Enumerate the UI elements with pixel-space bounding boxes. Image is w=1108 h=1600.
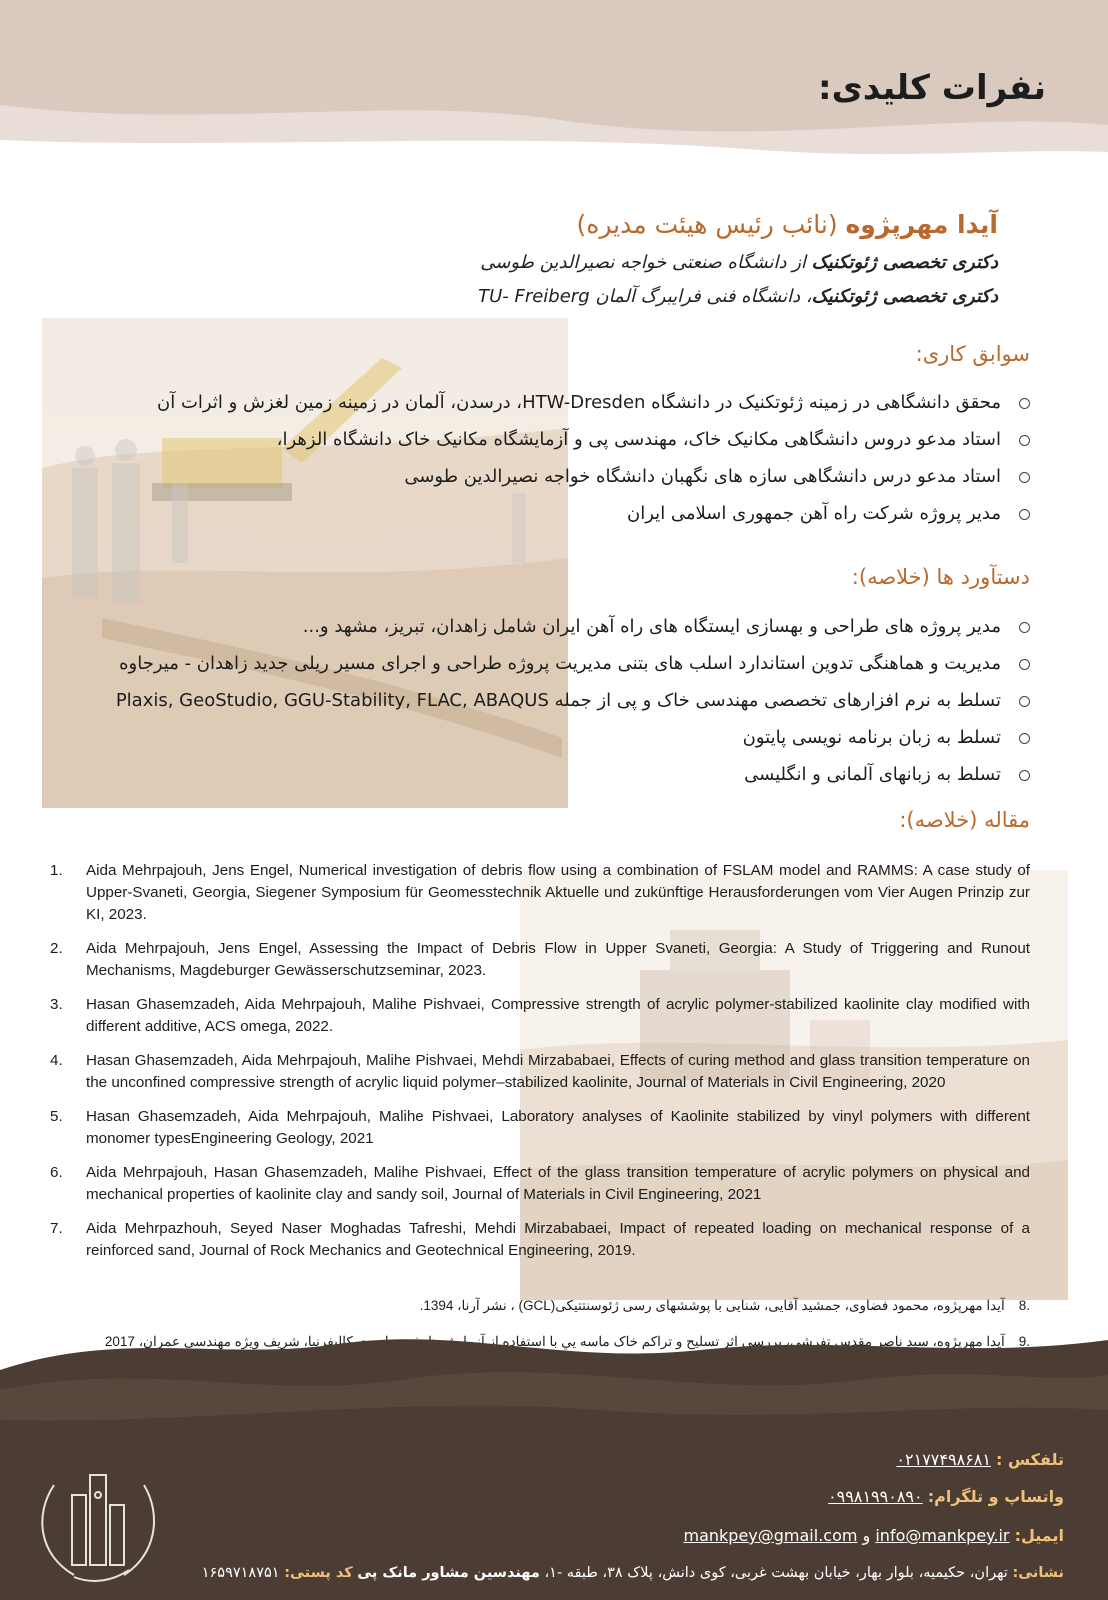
phone-number[interactable]: ۰۲۱۷۷۴۹۸۶۸۱: [896, 1450, 991, 1469]
company-name: مهندسین مشاور مانک پی: [357, 1565, 540, 1581]
paper-item: 7. Aida Mehrpazhouh, Seyed Naser Moghadas Tafreshi, Mehdi Mirzababaei, Impact of repeated loading on mechanical response of a reinforced sand, Journal of Rock Mechanics and Geotechnical Engineering, 2019.: [50, 1220, 1030, 1259]
page-title: نفرات کلیدی:: [818, 68, 1046, 108]
bullet-icon: [1019, 696, 1030, 707]
experience-title: سوابق کاری:: [915, 342, 1030, 366]
address-text: تهران، حکیمیه، بلوار بهار، خیابان بهشت غربی، کوی دانش، پلاک ۳۸، طبقه -۱،: [544, 1565, 1008, 1581]
list-item: تسلط به زبانهای آلمانی و انگلیسی: [116, 756, 1030, 793]
email-label: ایمیل:: [1014, 1526, 1064, 1545]
paper-item-fa-9: .9آیدا مهرپژوه، سید ناصر مقدس تفرشی، بررسي اثر تسلیح و تراکم خاک ماسه يي با استفاده از آزمایش ظرفیت باربري کالیفرنیا، شریف ویژه مهندسی عمران، 2017: [104, 1334, 1030, 1349]
bullet-icon: [1019, 435, 1030, 446]
experience-list: [157, 384, 1030, 532]
list-item: محقق دانشگاهی در زمینه ژئوتکنیک در دانشگاه HTW-Dresden، درسدن، آلمان در زمینه زمین لغزش و اثرات آن: [157, 384, 1030, 421]
list-item: مدیریت و هماهنگی تدوین استاندارد اسلب های بتنی مدیریت پروژه طراحی و اجرای مسیر ریلی جدید زاهدان - میرجاوه: [116, 645, 1030, 682]
papers-title: مقاله (خلاصه):: [899, 808, 1030, 832]
footer-address: [202, 1565, 1064, 1581]
achievements-title: دستآورد ها (خلاصه):: [851, 565, 1030, 589]
list-item: تسلط به نرم افزارهای تخصصی مهندسی خاک و پی از جمله Plaxis, GeoStudio, GGU-Stability, FLAC, ABAQUS: [116, 682, 1030, 719]
achievements-list: [116, 608, 1030, 793]
degree-2: [478, 286, 998, 307]
email-link-2[interactable]: mankpey@gmail.com: [683, 1526, 858, 1545]
bullet-icon: [1019, 622, 1030, 633]
messenger-number[interactable]: ۰۹۹۸۱۹۹۰۸۹۰: [828, 1487, 923, 1506]
list-item: استاد مدعو درس دانشگاهی سازه های نگهبان دانشگاه خواجه نصیرالدین طوسی: [157, 458, 1030, 495]
messenger-label: واتساپ و تلگرام:: [927, 1487, 1064, 1506]
papers-list: [50, 860, 1030, 1274]
person-role: (نائب رئیس هیئت مدیره): [576, 210, 838, 239]
degree-1: [480, 252, 998, 273]
degree-1-title: دکتری تخصصی ژئوتکنیک: [811, 252, 998, 273]
paper-item: 1. Aida Mehrpajouh, Jens Engel, Numerical investigation of debris flow using a combination of FSLAM model and RAMMS: A case study of Upper-Svaneti, Georgia, Siegener Symposium für Geomesstechnik Aktuelle und zukünftige Herausforderungen vom Vier Augen Prinzip zur KI, 2023.: [50, 862, 1030, 923]
bullet-icon: [1019, 398, 1030, 409]
address-label: نشانی:: [1012, 1565, 1064, 1581]
footer-phone: [896, 1450, 1064, 1469]
paper-item: 2. Aida Mehrpajouh, Jens Engel, Assessing the Impact of Debris Flow in Upper Svaneti, Georgia: A Study of Triggering and Runout Mechanisms, Magdeburger Gewässerschutzseminar, 2023.: [50, 940, 1030, 979]
paper-item: 3. Hasan Ghasemzadeh, Aida Mehrpajouh, Malihe Pishvaei, Compressive strength of acrylic polymer-stabilized kaolinite clay modified with different additive, ACS omega, 2022.: [50, 996, 1030, 1035]
paper-item: 6. Aida Mehrpajouh, Hasan Ghasemzadeh, Malihe Pishvaei, Effect of the glass transition temperature of acrylic polymers on physical and mechanical properties of kaolinite clay and sandy soil, Journal of Materials in Civil Engineering, 2021: [50, 1164, 1030, 1203]
degree-1-detail: از دانشگاه صنعتی خواجه نصیرالدین طوسی: [480, 252, 812, 273]
bullet-icon: [1019, 770, 1030, 781]
postal-label: کد پستی:: [284, 1565, 353, 1581]
bullet-icon: [1019, 509, 1030, 520]
degree-2-title: دکتری تخصصی ژئوتکنیک: [811, 286, 998, 307]
list-item: مدیر پروژه های طراحی و بهسازی ایستگاه های راه آهن ایران شامل زاهدان، تبریز، مشهد و...: [116, 608, 1030, 645]
postal-code: ۱۶۵۹۷۱۸۷۵۱: [201, 1565, 280, 1581]
paper-item-fa-8: .8آیدا مهرپژوه، محمود فضاوی، جمشید آقایی، شنایی با پوششهای رسی ژئوسنتتیکی(GCL) ، نشر آرنا، 1394.: [419, 1298, 1030, 1313]
bullet-icon: [1019, 472, 1030, 483]
degree-2-detail: ، دانشگاه فنی فرایبرگ آلمان TU- Freiberg: [478, 286, 812, 307]
paper-item: 4. Hasan Ghasemzadeh, Aida Mehrpajouh, Malihe Pishvaei, Mehdi Mirzababaei, Effects of curing method and glass transition temperature on the unconfined compressive strength of acrylic liquid polymer–stabilized kaolinite, Journal of Materials in Civil Engineering, 2020: [50, 1052, 1030, 1091]
footer-email: ایمیل: info@mankpey.ir و mankpey@gmail.com: [683, 1526, 1064, 1545]
email-link-1[interactable]: info@mankpey.ir: [875, 1526, 1010, 1545]
list-item: تسلط به زبان برنامه نویسی پایتون: [116, 719, 1030, 756]
paper-item: 5. Hasan Ghasemzadeh, Aida Mehrpajouh, Malihe Pishvaei, Laboratory analyses of Kaolinite stabilized by vinyl polymers with different monomer typesEngineering Geology, 2021: [50, 1108, 1030, 1147]
bullet-icon: [1019, 733, 1030, 744]
list-item: استاد مدعو دروس دانشگاهی مکانیک خاک، مهندسی پی و آزمایشگاه مکانیک خاک دانشگاه الزهرا،: [157, 421, 1030, 458]
footer-messenger: [828, 1487, 1064, 1506]
list-item: مدیر پروژه شرکت راه آهن جمهوری اسلامی ایران: [157, 495, 1030, 532]
phone-label: تلفکس :: [996, 1450, 1064, 1469]
bullet-icon: [1019, 659, 1030, 670]
person-name: آیدا مهرپژوه: [845, 210, 998, 239]
company-logo: [34, 1465, 164, 1590]
person-name-line: [577, 210, 998, 239]
